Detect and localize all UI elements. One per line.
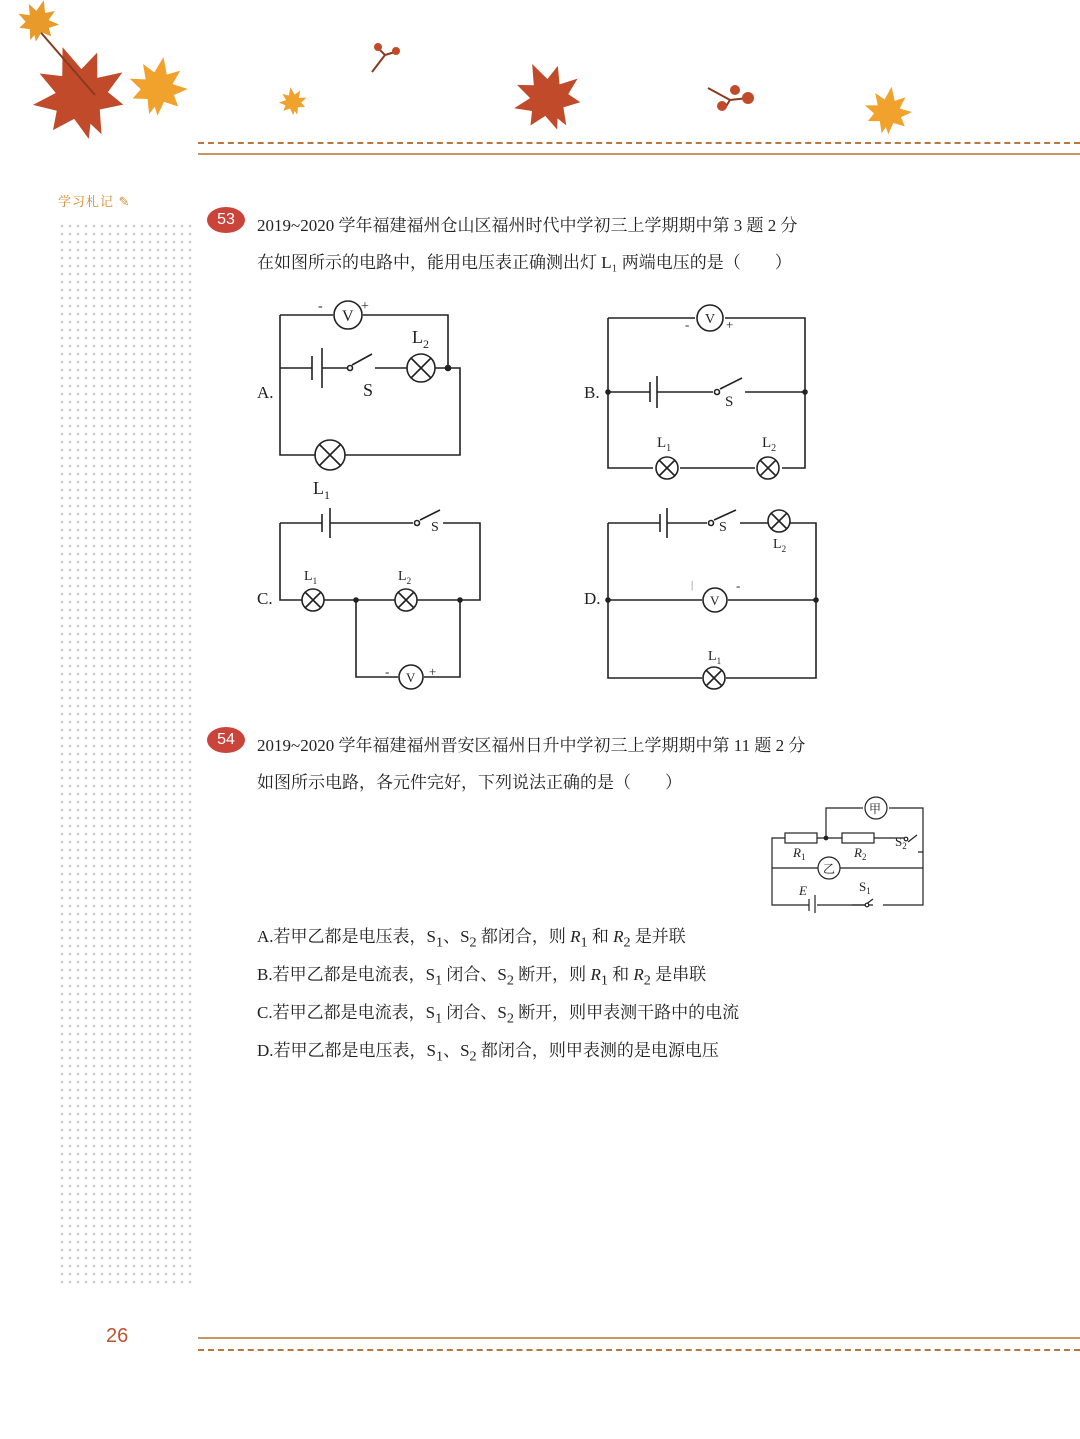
lamp-label: $L_1$ bbox=[313, 478, 330, 502]
minus-sign: - bbox=[385, 664, 390, 679]
lamp-label: $L_2$ bbox=[398, 569, 412, 586]
meter-label: V bbox=[705, 312, 716, 327]
meter-jia-label: 甲 bbox=[869, 802, 882, 816]
page-number: 26 bbox=[106, 1325, 129, 1347]
maple-leaf-icon bbox=[500, 49, 593, 142]
header-decoration bbox=[0, 0, 1080, 160]
minus-sign: - bbox=[318, 299, 323, 314]
header-dashed-rule bbox=[198, 142, 1080, 144]
switch-label: $S_2$ bbox=[895, 834, 907, 851]
circuit-diagram-q54 bbox=[765, 795, 935, 913]
minus-sign: - bbox=[736, 578, 741, 593]
meter-label: V bbox=[710, 593, 720, 608]
maple-leaf-icon bbox=[861, 83, 915, 137]
question-header: 2019~2020 学年福建福州仓山区福州时代中学初三上学期期中第 3 题 2 分 bbox=[257, 216, 798, 235]
resistor-label: $R_2$ bbox=[854, 845, 867, 862]
plus-sign: | bbox=[691, 579, 694, 591]
switch-label: S bbox=[725, 394, 734, 410]
circuit-diagrams-q53 bbox=[250, 290, 850, 700]
berries-icon bbox=[372, 43, 400, 72]
resistor-label: $R_1$ bbox=[793, 845, 806, 862]
option-label: D. bbox=[584, 589, 601, 608]
answer-option-b[interactable]: B.若甲乙都是电流表，$S_1$ 闭合、$S_2$ 断开，则 $R_1$ 和 $R_2$ 是串联 bbox=[257, 965, 707, 989]
question-stem: 如图所示电路，各元件完好，下列说法正确的是（ ） bbox=[257, 773, 682, 792]
switch-label: S bbox=[431, 520, 439, 535]
header-solid-rule bbox=[198, 153, 1080, 155]
question-stem: 在如图所示的电路中，能用电压表正确测出灯 L₁ 两端电压的是（ ） bbox=[257, 253, 792, 272]
maple-leaf-icon bbox=[124, 52, 192, 120]
maple-leaf-icon bbox=[277, 85, 309, 117]
question-number-badge: 53 bbox=[207, 207, 245, 233]
answer-option-d[interactable]: D.若甲乙都是电压表，$S_1$、$S_2$ 都闭合，则甲表测的是电源电压 bbox=[257, 1041, 719, 1065]
answer-options bbox=[257, 922, 739, 1074]
berries-icon bbox=[708, 85, 754, 111]
plus-sign: + bbox=[726, 317, 734, 332]
question-number-badge: 54 bbox=[207, 727, 245, 753]
maple-leaf-icon bbox=[13, 0, 64, 46]
source-label: E bbox=[799, 883, 807, 898]
maple-leaf-icon bbox=[18, 31, 140, 153]
answer-option-a[interactable]: A.若甲乙都是电压表，$S_1$、$S_2$ 都闭合，则 $R_1$ 和 $R_2$ 是并联 bbox=[257, 927, 686, 951]
question-header: 2019~2020 学年福建福州晋安区福州日升中学初三上学期期中第 11 题 2 分 bbox=[257, 736, 806, 755]
lamp-label: $L_2$ bbox=[773, 537, 787, 554]
lamp-label: $L_2$ bbox=[762, 435, 777, 454]
switch-label: S bbox=[363, 380, 374, 400]
lamp-label: $L_1$ bbox=[304, 569, 318, 586]
answer-option-c[interactable]: C.若甲乙都是电流表，$S_1$ 闭合、$S_2$ 断开，则甲表测干路中的电流 bbox=[257, 1003, 740, 1027]
lamp-label: $L_2$ bbox=[412, 327, 429, 351]
lamp-label: $L_1$ bbox=[657, 435, 672, 454]
option-label: A. bbox=[257, 383, 274, 402]
footer-dashed-rule bbox=[198, 1349, 1080, 1351]
switch-label: $S_1$ bbox=[859, 879, 871, 896]
lamp-label: $L_1$ bbox=[708, 649, 722, 666]
circuit-c bbox=[280, 508, 480, 689]
footer-solid-rule bbox=[198, 1337, 1080, 1339]
option-label: B. bbox=[584, 383, 600, 402]
meter-label: V bbox=[406, 670, 416, 685]
notes-dot-grid bbox=[58, 222, 194, 1287]
plus-sign: + bbox=[429, 664, 437, 679]
switch-label: S bbox=[719, 520, 727, 535]
plus-sign: + bbox=[361, 299, 369, 314]
notes-label: 学习札记 ✎ bbox=[58, 194, 131, 209]
minus-sign: - bbox=[685, 317, 690, 332]
meter-yi-label: 乙 bbox=[823, 862, 836, 876]
circuit-b bbox=[606, 305, 807, 479]
option-label: C. bbox=[257, 589, 273, 608]
meter-label: V bbox=[342, 308, 354, 325]
